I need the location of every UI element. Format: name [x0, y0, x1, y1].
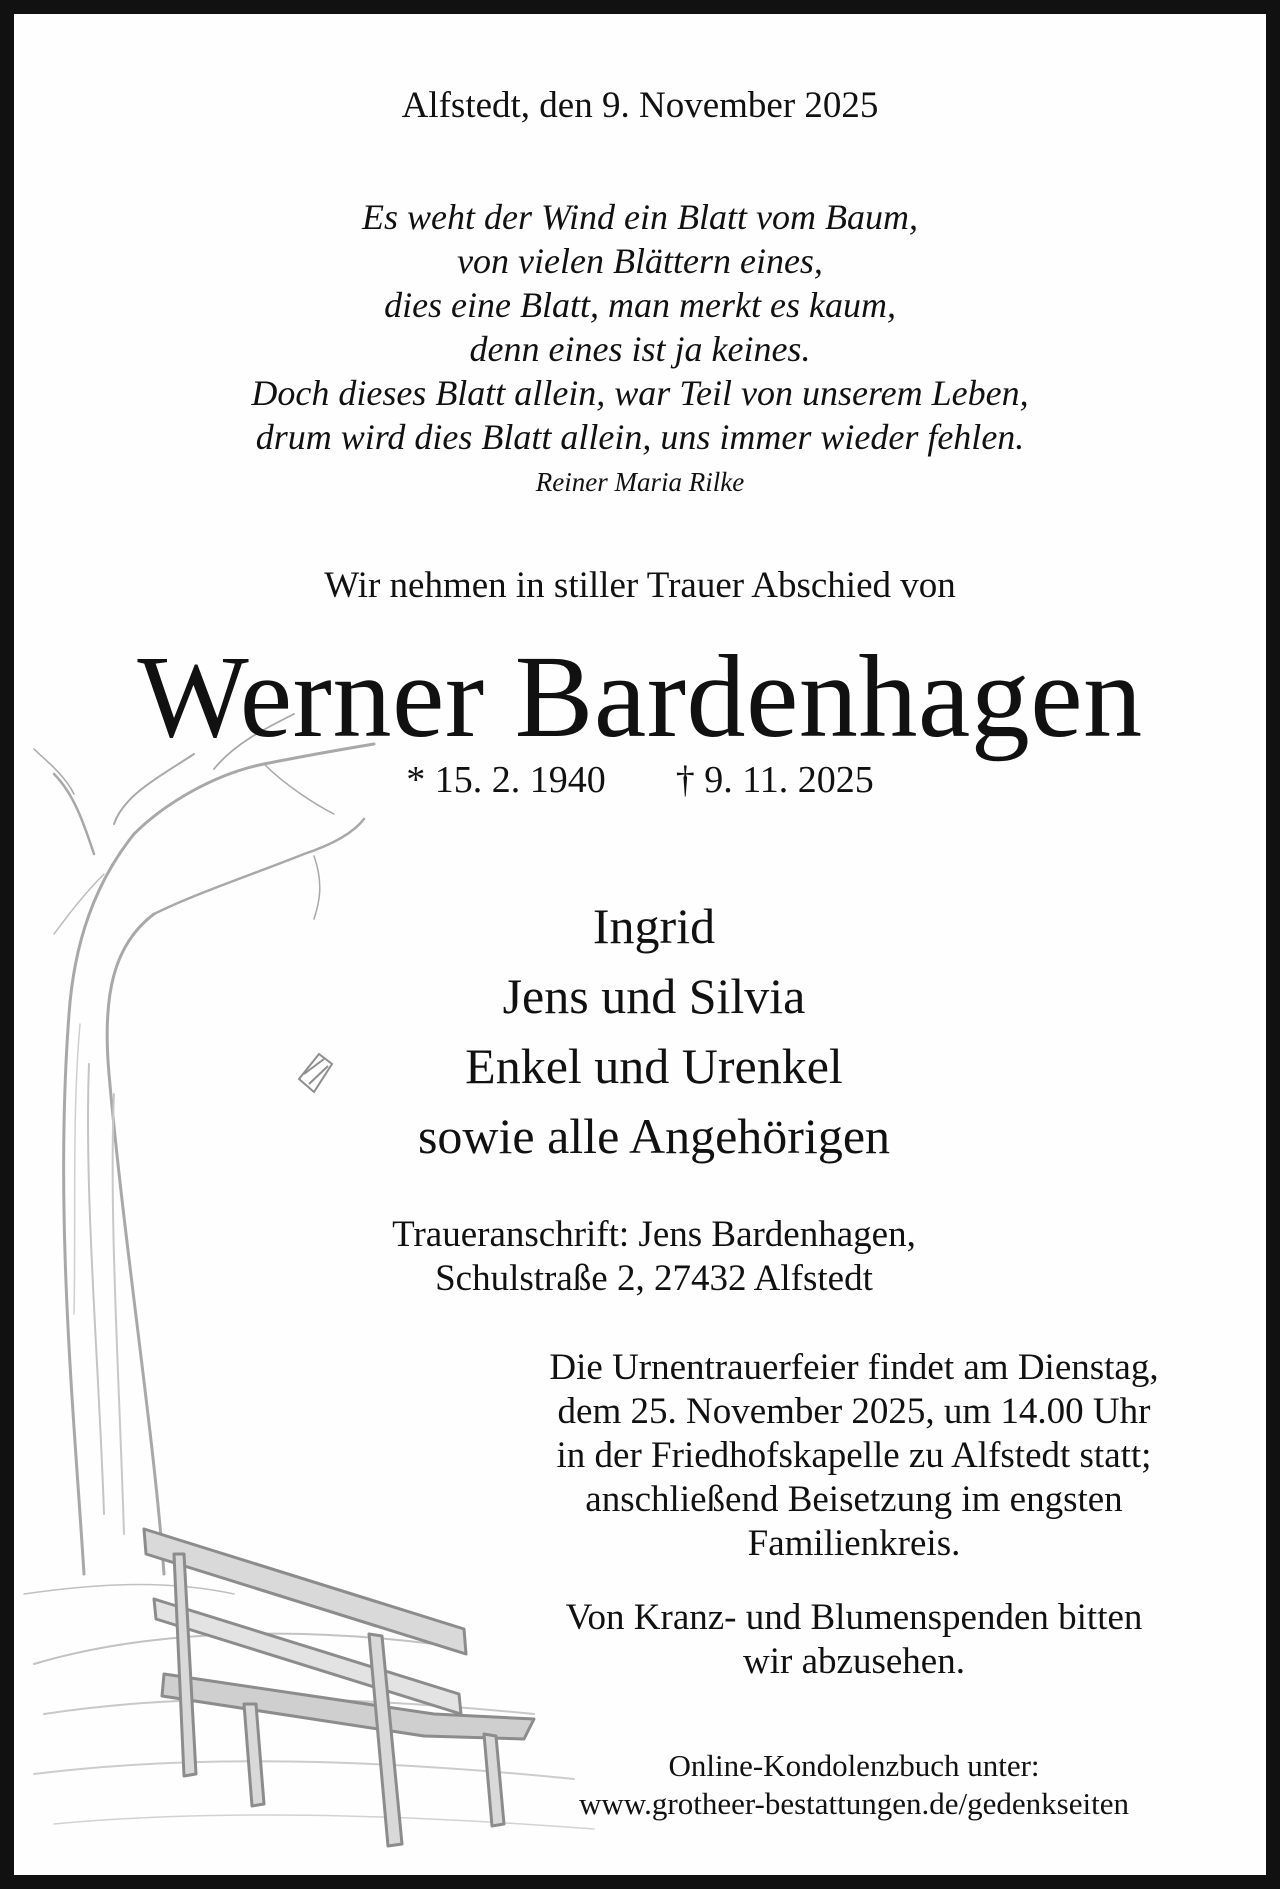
- ceremony-info: [454, 1346, 1254, 1566]
- place-date-line: Alfstedt, den 9. November 2025: [401, 85, 879, 126]
- flower-note-line: Von Kranz- und Blumenspenden bitten: [565, 1597, 1143, 1638]
- poem-line: Es weht der Wind ein Blatt vom Baum,: [362, 197, 918, 237]
- online-condolence: [484, 1747, 1224, 1823]
- mourning-address: [194, 1213, 1114, 1301]
- flower-note-line: wir abzusehen.: [743, 1641, 965, 1682]
- condolence-url[interactable]: www.grotheer-bestattungen.de/gedenkseiten: [578, 1786, 1129, 1821]
- flower-donation-note: [454, 1596, 1254, 1684]
- mourner: Jens und Silvia: [502, 968, 806, 1024]
- address-line: Traueranschrift: Jens Bardenhagen,: [392, 1214, 916, 1255]
- deceased-name: Werner Bardenhagen: [137, 631, 1143, 762]
- poem-line: von vielen Blättern eines,: [457, 241, 823, 281]
- ceremony-line: dem 25. November 2025, um 14.00 Uhr: [557, 1391, 1151, 1432]
- farewell-intro: Wir nehmen in stiller Trauer Abschied von: [324, 565, 956, 606]
- poem-line: denn eines ist ja keines.: [469, 329, 811, 369]
- mourner: Enkel und Urenkel: [465, 1038, 843, 1094]
- ceremony-line: Die Urnentrauerfeier findet am Dienstag,: [549, 1347, 1159, 1388]
- poem: [14, 195, 1266, 459]
- poem-author: Reiner Maria Rilke: [535, 467, 745, 497]
- life-dates: [14, 758, 1266, 802]
- mourners-list: [214, 891, 1094, 1171]
- ceremony-line: Familienkreis.: [747, 1523, 961, 1564]
- death-date: † 9. 11. 2025: [675, 759, 874, 801]
- address-line: Schulstraße 2, 27432 Alfstedt: [435, 1258, 873, 1299]
- poem-line: dies eine Blatt, man merkt es kaum,: [384, 285, 896, 325]
- mourner: sowie alle Angehörigen: [417, 1108, 891, 1164]
- poem-line: drum wird dies Blatt allein, uns immer wieder fehlen.: [255, 417, 1025, 457]
- birth-date: * 15. 2. 1940: [406, 759, 606, 801]
- poem-line: Doch dieses Blatt allein, war Teil von unserem Leben,: [251, 373, 1029, 413]
- mourner: Ingrid: [592, 898, 716, 954]
- ceremony-line: in der Friedhofskapelle zu Alfstedt statt;: [556, 1435, 1152, 1476]
- ceremony-line: anschließend Beisetzung im engsten: [585, 1479, 1123, 1520]
- condolence-label: Online-Kondolenzbuch unter:: [668, 1748, 1040, 1783]
